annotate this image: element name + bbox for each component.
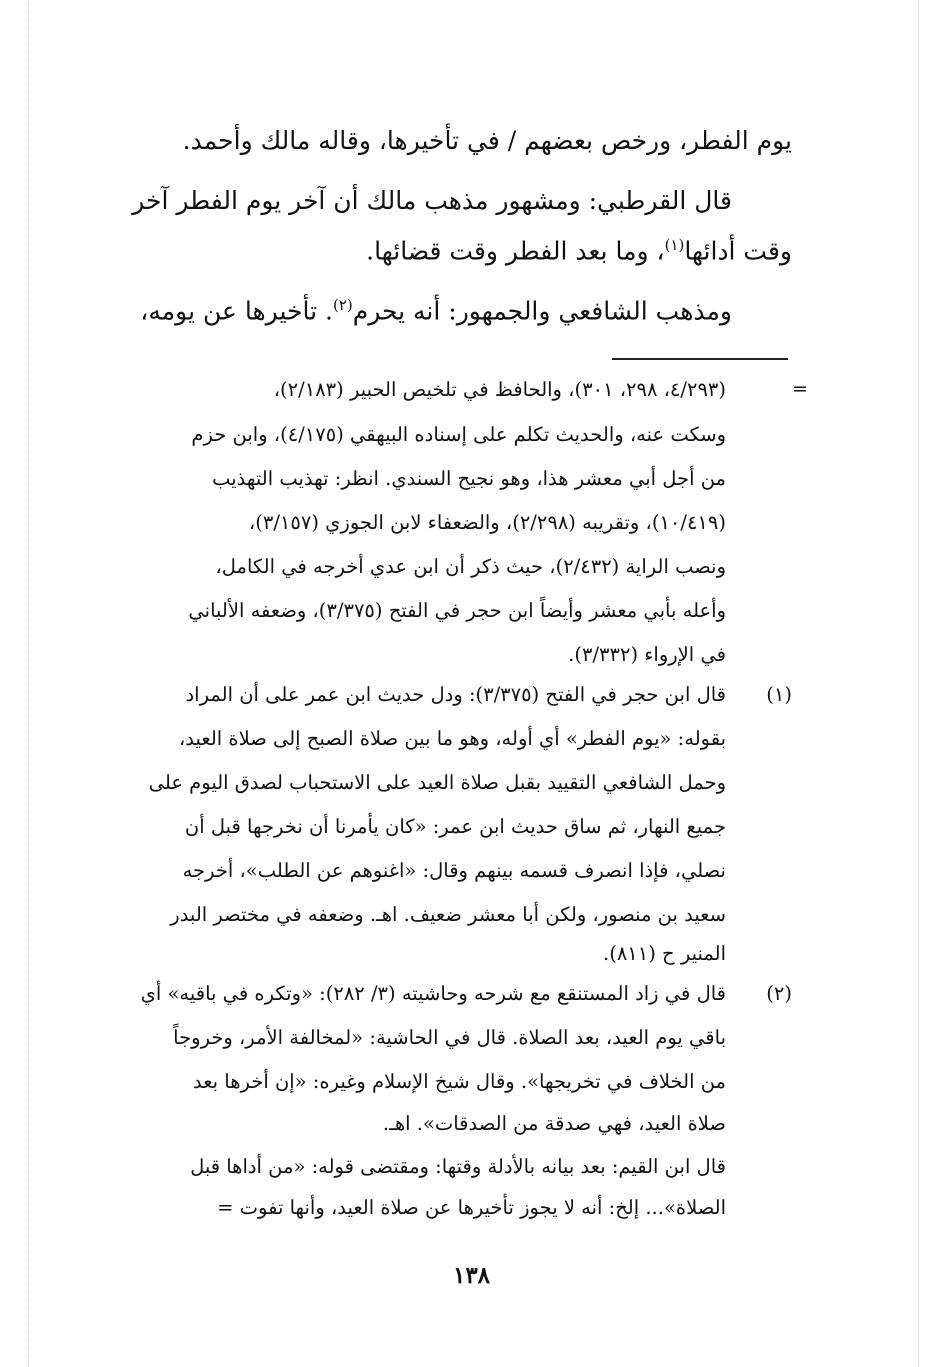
footnote-ref-2[interactable]: (٢) bbox=[332, 296, 353, 314]
footnote-2-line: من الخلاف في تخريجها». وقال شيخ الإسلام وغيره: «إن أخرها بعد bbox=[193, 1070, 726, 1093]
footnote-1-line: قال ابن حجر في الفتح (٣/٣٧٥): ودل حديث ابن عمر على أن المراد bbox=[185, 683, 726, 706]
main-line-3-part-a: وقت أدائها bbox=[684, 236, 792, 266]
continuation-mark: = bbox=[792, 378, 808, 400]
scan-edge-right bbox=[918, 0, 919, 1367]
footnote-1-line: المنير ح (٨١١). bbox=[603, 942, 726, 965]
cont-line: (١٠/٤١٩)، وتقريبه (٢/٢٩٨)، والضعفاء لابن الجوزي (٣/١٥٧)، bbox=[248, 511, 726, 534]
cont-line: من أجل أبي معشر هذا، وهو نجيح السندي. انظر: تهذيب التهذيب bbox=[212, 467, 726, 490]
main-line-4-part-a: ومذهب الشافعي والجمهور: أنه يحرم bbox=[352, 296, 732, 326]
footnote-2-line: صلاة العيد، فهي صدقة من الصدقات». اهـ. bbox=[382, 1112, 726, 1135]
footnote-ref-1[interactable]: (١) bbox=[664, 236, 685, 254]
cont-line: ونصب الراية (٢/٤٣٢)، حيث ذكر أن ابن عدي أخرجه في الكامل، bbox=[215, 555, 726, 578]
footnote-2-line: الصلاة»... إلخ: أنه لا يجوز تأخيرها عن صلاة العيد، وأنها تفوت = bbox=[217, 1196, 726, 1219]
footnotes bbox=[112, 0, 812, 1367]
footnote-2-line: قال في زاد المستنقع مع شرحه وحاشيته (٣/ ٢٨٢): «وتكره في باقيه» أي bbox=[140, 982, 726, 1005]
cont-line: (٤/٢٩٣، ٢٩٨، ٣٠١)، والحافظ في تلخيص الحبير (٢/١٨٣)، bbox=[273, 378, 726, 401]
main-line-4-part-b: . تأخيرها عن يومه، bbox=[140, 296, 333, 326]
scan-edge-left bbox=[28, 0, 29, 1367]
footnote-1-line: بقوله: «يوم الفطر» أي أوله، وهو ما بين صلاة الصبح إلى صلاة العيد، bbox=[179, 727, 726, 750]
cont-line: وأعله بأبي معشر وأيضاً ابن حجر في الفتح (٣/٣٧٥)، وضعفه الألباني bbox=[188, 599, 726, 622]
footnote-1-number: (١) bbox=[766, 683, 792, 706]
footnote-2-line: باقي يوم العيد، بعد الصلاة. قال في الحاشية: «لمخالفة الأمر، وخروجاً bbox=[173, 1026, 726, 1049]
footnote-1-line: وحمل الشافعي التقييد بقبل صلاة العيد على الاستحباب لصدق اليوم على bbox=[148, 771, 726, 794]
main-line-1-text: يوم الفطر، ورخص بعضهم / في تأخيرها، وقاله مالك وأحمد. bbox=[182, 126, 792, 155]
main-line-3-part-b: ، وما بعد الفطر وقت قضائها. bbox=[366, 236, 665, 266]
cont-line: وسكت عنه، والحديث تكلم على إسناده البيهقي (٤/١٧٥)، وابن حزم bbox=[191, 423, 726, 446]
footnote-1-line: سعيد بن منصور، ولكن أبا معشر ضعيف. اهـ. وضعفه في مختصر البدر bbox=[170, 903, 726, 926]
main-line-2-text: قال القرطبي: ومشهور مذهب مالك أن آخر يوم الفطر آخر bbox=[132, 186, 732, 215]
footnote-1-line: جميع النهار، ثم ساق حديث ابن عمر: «كان يأمرنا أن نخرجها قبل أن bbox=[184, 815, 726, 838]
cont-line: في الإرواء (٣/٣٣٢). bbox=[568, 643, 726, 666]
footnote-2-line: قال ابن القيم: بعد بيانه بالأدلة وقتها: ومقتضى قوله: «من أداها قبل bbox=[190, 1155, 726, 1178]
page-number: ١٣٨ bbox=[452, 1262, 491, 1289]
footnote-1-line: نصلي، فإذا انصرف قسمه بينهم وقال: «اغنوهم عن الطلب»، أخرجه bbox=[182, 859, 726, 882]
footnote-2-number: (٢) bbox=[766, 982, 792, 1005]
